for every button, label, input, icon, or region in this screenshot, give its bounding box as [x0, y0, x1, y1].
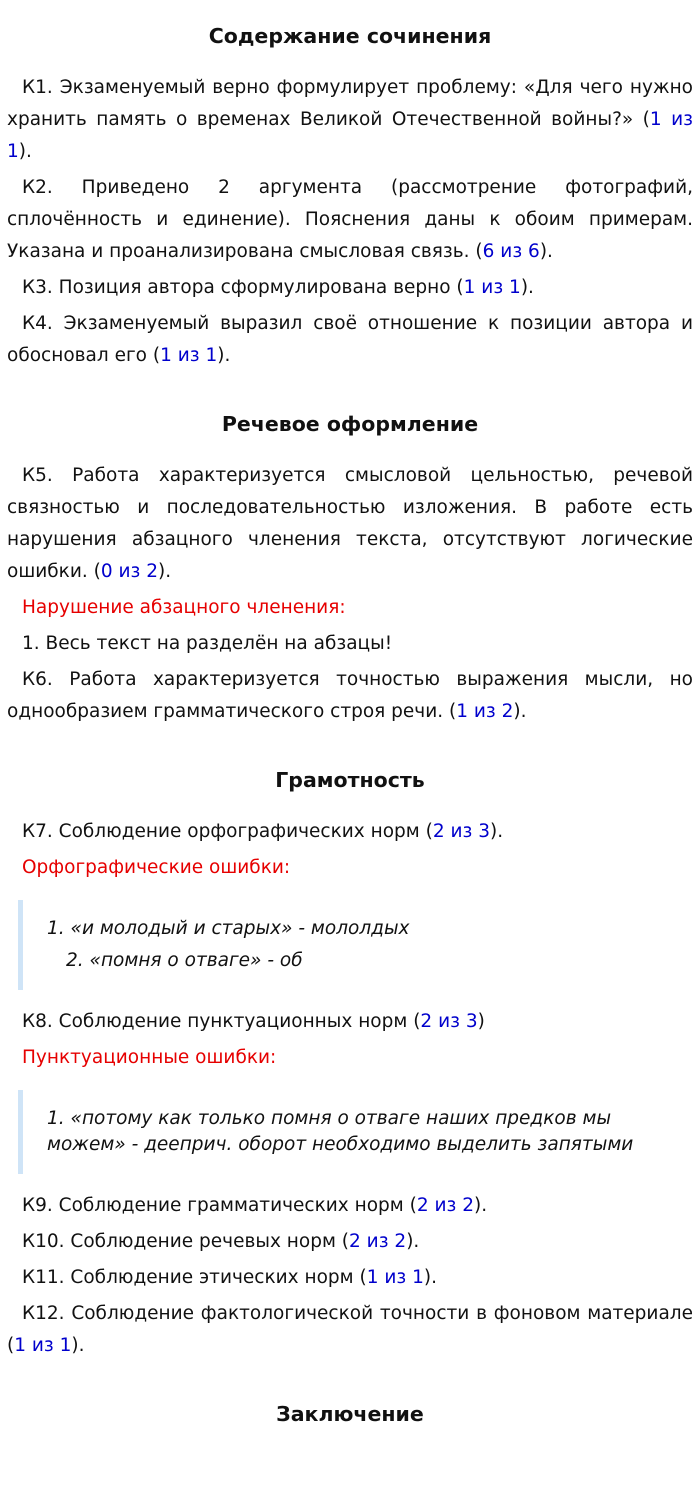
criterion-k12: К12. Соблюдение фактологической точности в фоновом материале (1 из 1).: [7, 1303, 693, 1356]
score-k6: 1 из 2: [456, 701, 514, 722]
score-k1: 1 из 1: [7, 109, 694, 162]
criterion-k9: К9. Соблюдение грамматических норм (2 из 2).: [22, 1195, 488, 1216]
punctuation-errors-quote: [18, 1090, 647, 1174]
section-title-content: Содержание сочинения: [208, 24, 492, 48]
punctuation-errors-label: Пунктуационные ошибки:: [22, 1047, 277, 1068]
score-k4: 1 из 1: [160, 345, 218, 366]
criterion-k7: К7. Соблюдение орфографических норм (2 из 3).: [22, 821, 504, 842]
criterion-k4: К4. Экзаменуемый выразил своё отношение к позиции автора и обосновал его (1 из 1).: [7, 313, 693, 366]
punctuation-error-item: 1. «потому как только помня о отваге наших предков мы можем» - дееприч. оборот необходимо выделить запятыми: [47, 1108, 634, 1155]
paragraph-error-item: 1. Весь текст на разделён на абзацы!: [22, 633, 393, 654]
spelling-error-item: 1. «и молодый и старых» - мололдых: [47, 918, 410, 939]
spelling-error-item: 2. «помня о отваге» - об: [66, 950, 303, 971]
criterion-k6: К6. Работа характеризуется точностью выражения мысли, но однообразием грамматического строя речи. (1 из 2).: [7, 669, 693, 722]
paragraph-errors-label: Нарушение абзацного членения:: [22, 597, 346, 618]
section-title-literacy: Грамотность: [275, 768, 425, 792]
essay-review: [7, 0, 693, 1450]
score-k11: 1 из 1: [366, 1267, 424, 1288]
criterion-k2: К2. Приведено 2 аргумента (рассмотрение фотографий, сплочённость и единение). Пояснения даны к обоим примерам. Указана и проанализирована смысловая связь. (6 из 6).: [7, 177, 693, 262]
criterion-k8: К8. Соблюдение пунктуационных норм (2 из 3): [22, 1011, 485, 1032]
criterion-k10: К10. Соблюдение речевых норм (2 из 2).: [22, 1231, 420, 1252]
score-k10: 2 из 2: [349, 1231, 407, 1252]
score-k8: 2 из 3: [420, 1011, 478, 1032]
criterion-k5: К5. Работа характеризуется смысловой цельностью, речевой связностью и последовательностью изложения. В работе есть нарушения абзацного членения текста, отсутствуют логические ошибки. (0 из 2).: [7, 465, 693, 582]
score-k5: 0 из 2: [100, 561, 159, 582]
section-title-conclusion: Заключение: [276, 1402, 424, 1426]
spelling-errors-label: Орфографические ошибки:: [22, 857, 291, 878]
criterion-k1: К1. Экзаменуемый верно формулирует проблему: «Для чего нужно хранить память о временах Великой Отечественной войны?» (1 из 1).: [7, 77, 694, 162]
section-title-speech: Речевое оформление: [221, 412, 479, 436]
spelling-errors-quote: [18, 900, 647, 990]
score-k12: 1 из 1: [14, 1335, 72, 1356]
score-k9: 2 из 2: [416, 1195, 475, 1216]
criterion-k3: К3. Позиция автора сформулирована верно (1 из 1).: [22, 277, 534, 298]
score-k2: 6 из 6: [482, 241, 540, 262]
score-k7: 2 из 3: [432, 821, 490, 842]
score-k3: 1 из 1: [463, 277, 521, 298]
criterion-k11: К11. Соблюдение этических норм (1 из 1).: [22, 1267, 437, 1288]
